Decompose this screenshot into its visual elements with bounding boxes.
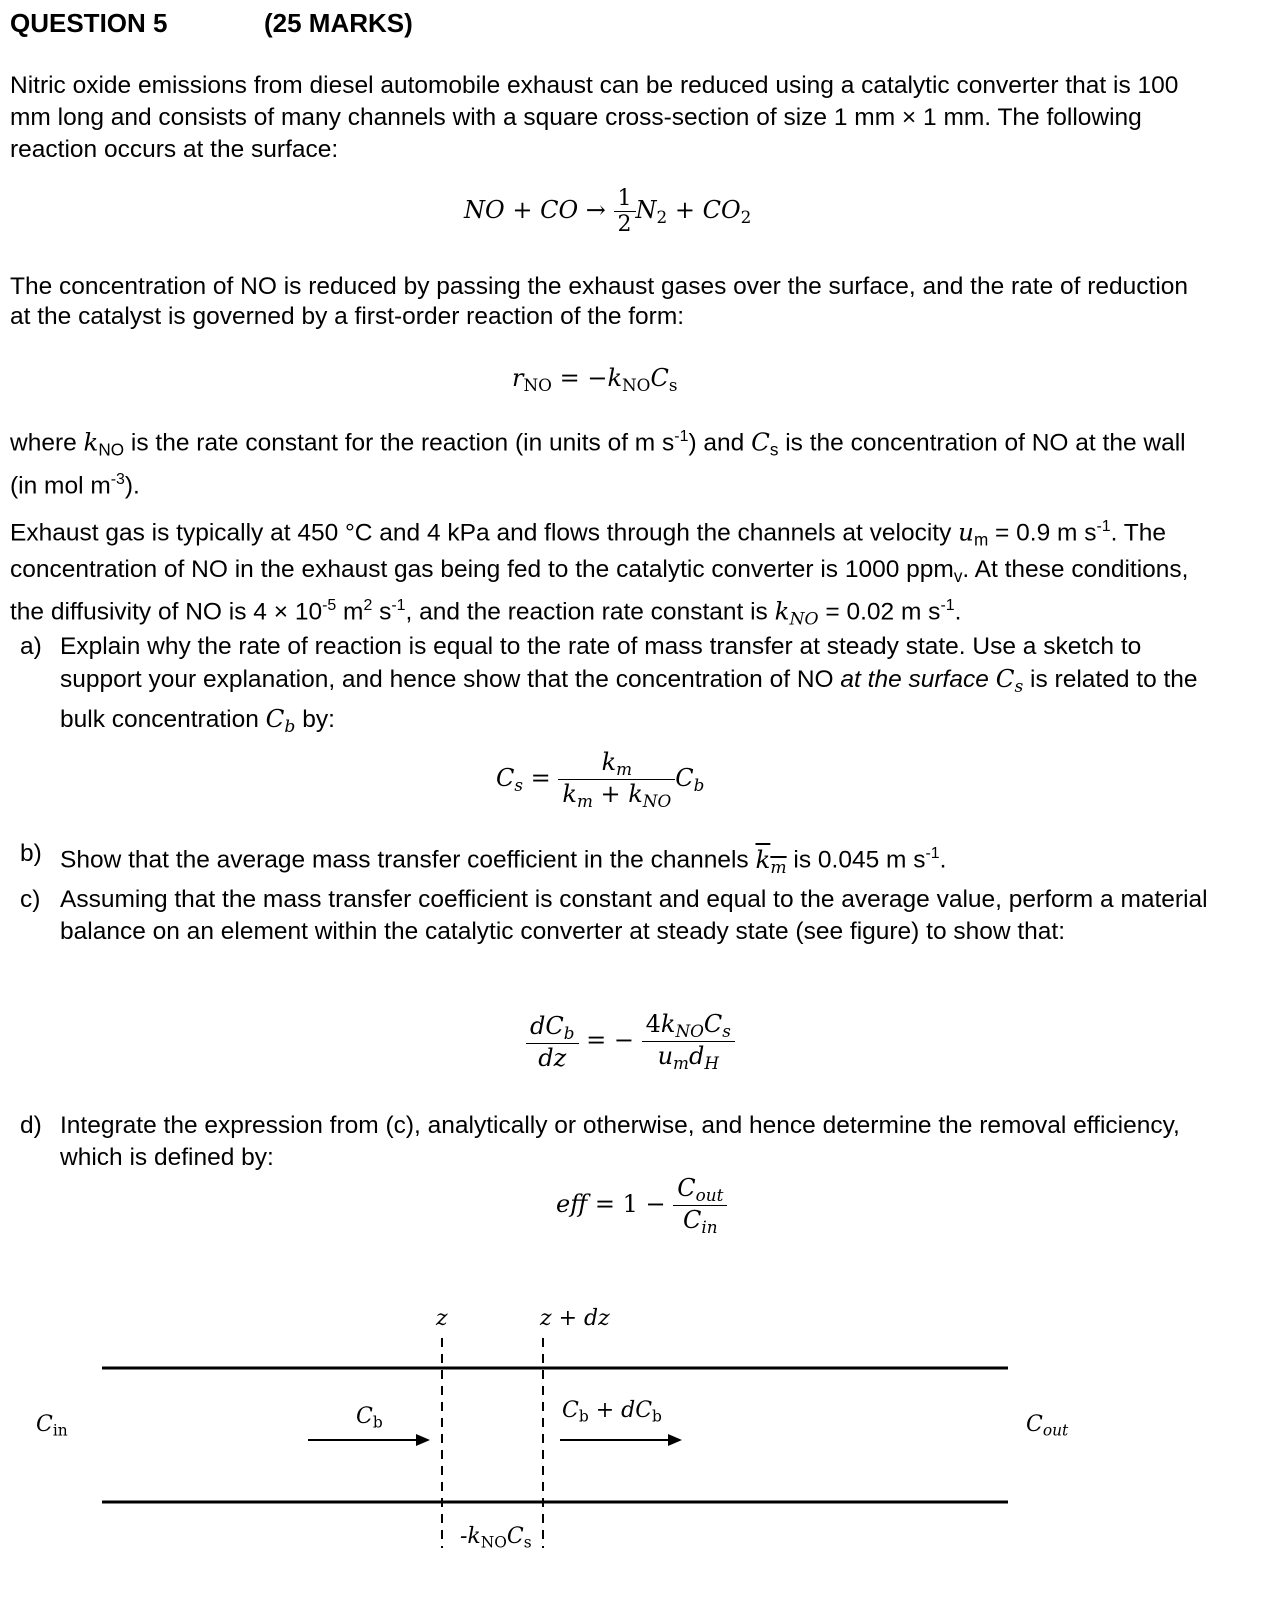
rate-equation: $r_{NO} = -k_{NO}C_s$ — [512, 364, 678, 396]
intro-paragraph-3: where $k_{NO}$ is the rate constant for the reaction (in units of m $s^{-1}$) and $C_s$ is the concentration of NO at the wall (in mol $m^{-3}$). — [10, 427, 1186, 500]
intro-paragraph-4: Exhaust gas is typically at 450 °C and 4 kPa and flows through the channels at velocity $u_m = 0.9$ m $s^{-1}$. The concentration of NO in the exhaust gas being fed to the catalytic converter is 1000 ppm$_v$. At these conditions, the diffusivity of NO is $4 \times 10^{-5}$ $m^2$ $s^{-1}$, and the reaction rate constant is $k_{NO} = 0.02$ m $s^{-1}$. — [10, 517, 1189, 630]
question-a: a) Explain why the rate of reaction is equal to the rate of mass transfer at steady state. Use a sketch to support your explanation, and hence show that the concentration of NO at the surface $C_s$ is related to the bulk concentration $C_b$ by: — [20, 633, 1198, 738]
surface-concentration-equation: $C_s$ = $\frac{k_m}{k_m + k_{NO}}$ $C_b$ — [496, 748, 705, 812]
cb-label: $C_b$ — [356, 1404, 383, 1432]
surface-rate-label: $-k_{NO}C_s$ — [460, 1524, 532, 1552]
efficiency-equation: eff = 1 − $\frac{C_{out}}{C_{in}}$ — [556, 1174, 727, 1237]
reaction-equation: NO + CO → $\frac{1}{2}$ $N_2 + CO_2$ — [464, 186, 752, 237]
intro-paragraph-1: Nitric oxide emissions from diesel automobile exhaust can be reduced using a catalytic converter that is 100 mm long and consists of many channels with a square cross-section of size 1 mm × 1 mm. The following reaction occurs at the surface: — [10, 72, 1179, 163]
question-number: QUESTION 5 — [10, 8, 168, 38]
question-c: c) Assuming that the mass transfer coefficient is constant and equal to the average value, perform a material balance on an element within the catalytic converter at steady state (see figure) to show that: — [20, 886, 1208, 945]
intro-paragraph-2: The concentration of NO is reduced by passing the exhaust gases over the surface, and the rate of reduction at the catalyst is governed by a first-order reaction of the form: — [10, 273, 1189, 330]
c-out-label: $C_{out}$ — [1026, 1412, 1069, 1440]
cb-dcb-label: $C_b + dC_b$ — [562, 1398, 662, 1426]
z-dz-label: z + dz — [540, 1306, 610, 1331]
question-marks: (25 MARKS) — [264, 8, 413, 38]
question-b: b) Show that the average mass transfer coefficient in the channels $k_m$ is 0.045 m $s^{-1}$. — [20, 840, 947, 878]
c-in-label: $C_{in}$ — [36, 1412, 68, 1440]
z-label: z — [436, 1306, 448, 1331]
material-balance-equation: $\frac{dC_b}{dz}$ = − $\frac{4k_{NO}C_s}{u_md_H}$ — [526, 1010, 735, 1073]
question-d: d) Integrate the expression from (c), analytically or otherwise, and hence determine the removal efficiency, which is defined by: — [20, 1112, 1180, 1171]
